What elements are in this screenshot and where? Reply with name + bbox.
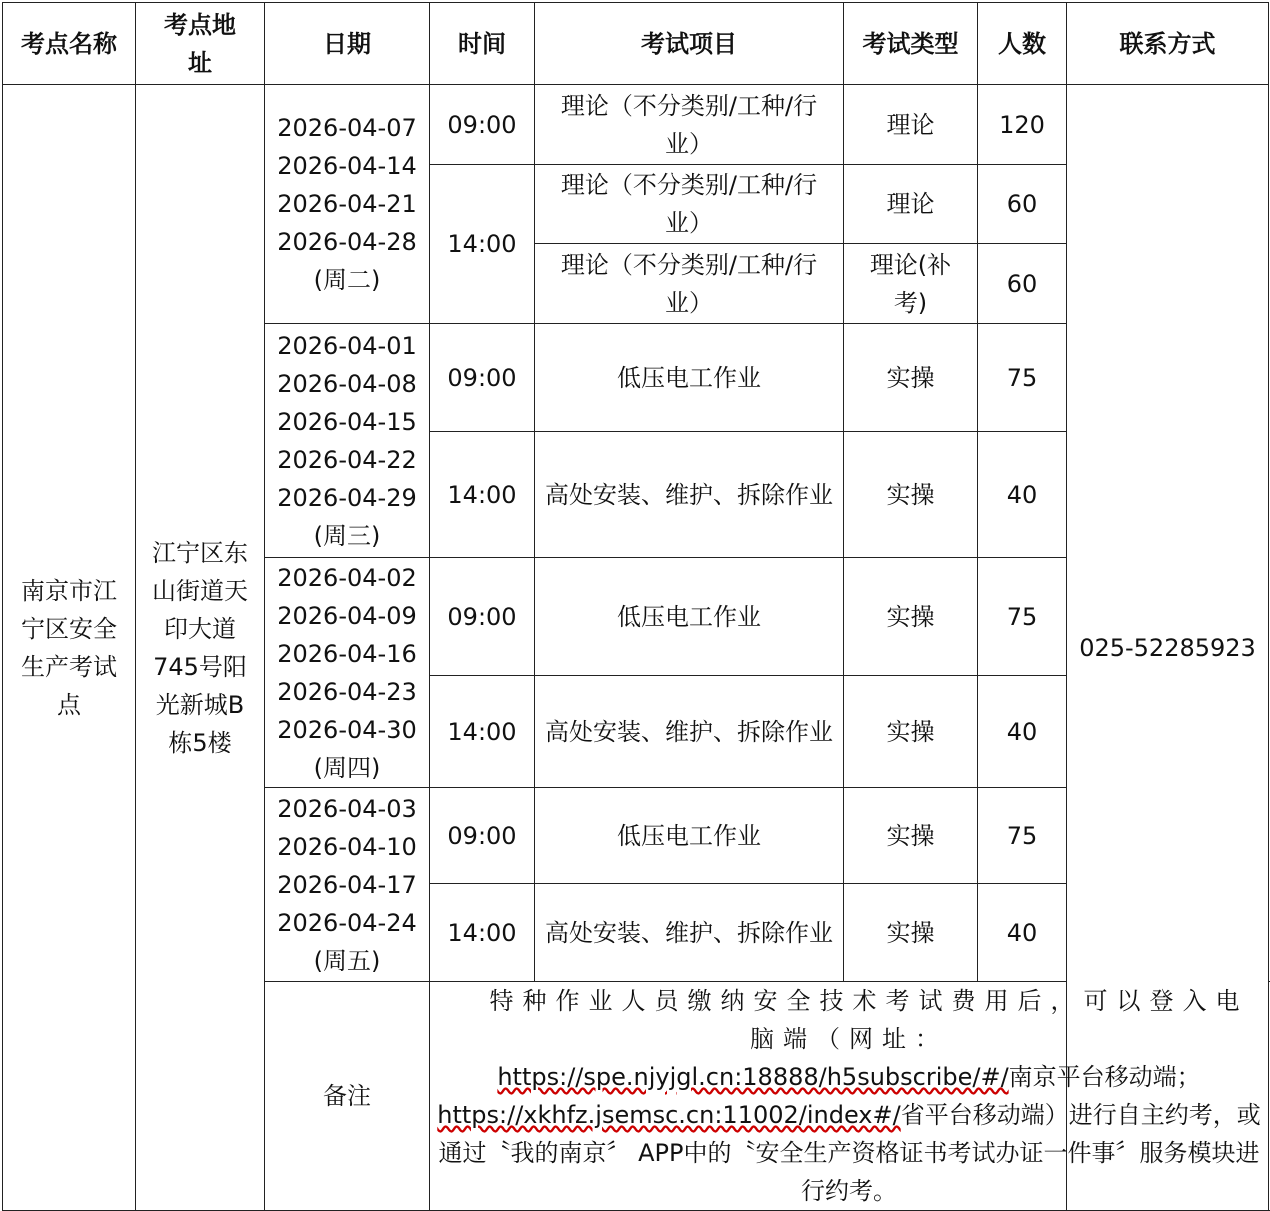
note-label: 备注 xyxy=(265,982,430,1211)
note-after-url2: 省平台移动端）进行自主约考，或通过〝我的南京〞 APP中的〝安全生产资格证书考试办证一件事〞服务模块进行约考。 xyxy=(438,1101,1261,1205)
table-row xyxy=(3,85,1269,165)
exam-type-cell: 理论(补考) xyxy=(844,244,978,324)
date-line: 2026-04-28 xyxy=(277,228,417,256)
header-exam-item: 考试项目 xyxy=(535,3,844,85)
date-cell xyxy=(265,788,430,982)
time-cell: 09:00 xyxy=(430,85,535,165)
date-cell xyxy=(265,558,430,788)
date-line: 2026-04-10 xyxy=(277,832,417,861)
time-cell: 09:00 xyxy=(430,788,535,884)
date-line: 2026-04-21 xyxy=(277,190,417,218)
count-cell: 75 xyxy=(978,558,1067,676)
contact-phone: 025-52285923 xyxy=(1079,633,1256,662)
date-line: 2026-04-30 xyxy=(277,715,417,744)
time-cell: 14:00 xyxy=(430,676,535,788)
exam-item-cell: 高处安装、维护、拆除作业 xyxy=(535,676,844,788)
exam-type-cell: 实操 xyxy=(844,788,978,884)
exam-type-cell: 理论 xyxy=(844,85,978,165)
time-cell: 09:00 xyxy=(430,558,535,676)
site-name: 南京市江宁区安全生产考试点 xyxy=(21,576,117,719)
date-line: 2026-04-14 xyxy=(277,152,417,180)
exam-type-cell: 实操 xyxy=(844,432,978,558)
date-cell xyxy=(265,85,430,324)
date-line: 2026-04-03 xyxy=(277,794,417,823)
count-cell: 75 xyxy=(978,324,1067,432)
link-spe[interactable]: https://spe.njyjgl.cn:18888/h5subscribe/#/ xyxy=(497,1063,1009,1091)
weekday-label: (周四) xyxy=(313,753,381,782)
header-count: 人数 xyxy=(978,3,1067,85)
date-cell xyxy=(265,324,430,558)
header-contact: 联系方式 xyxy=(1067,3,1269,85)
date-line: 2026-04-01 xyxy=(277,331,417,360)
exam-item-cell: 理论（不分类别/工种/行业） xyxy=(535,85,844,165)
exam-type-cell: 理论 xyxy=(844,165,978,244)
exam-type-cell: 实操 xyxy=(844,676,978,788)
exam-item-cell: 高处安装、维护、拆除作业 xyxy=(535,432,844,558)
weekday-label: (周三) xyxy=(313,521,381,550)
count-cell: 40 xyxy=(978,432,1067,558)
exam-item-cell: 理论（不分类别/工种/行业） xyxy=(535,165,844,244)
count-cell: 75 xyxy=(978,788,1067,884)
date-line: 2026-04-09 xyxy=(277,601,417,630)
date-line: 2026-04-23 xyxy=(277,677,417,706)
date-line: 2026-04-15 xyxy=(277,407,417,436)
site-name-cell xyxy=(3,85,136,1211)
date-line: 2026-04-16 xyxy=(277,639,417,668)
time-cell: 14:00 xyxy=(430,884,535,982)
exam-item-cell: 理论（不分类别/工种/行业） xyxy=(535,244,844,324)
date-line: 2026-04-17 xyxy=(277,870,417,899)
header-time: 时间 xyxy=(430,3,535,85)
time-cell: 14:00 xyxy=(430,165,535,324)
header-date: 日期 xyxy=(265,3,430,85)
count-cell: 40 xyxy=(978,676,1067,788)
weekday-label: (周二) xyxy=(313,266,381,294)
site-address: 江宁区东山街道天印大道745号阳光新城B栋5楼 xyxy=(152,538,248,757)
exam-schedule-table xyxy=(2,2,1269,1211)
count-cell: 40 xyxy=(978,884,1067,982)
exam-type-cell: 实操 xyxy=(844,884,978,982)
exam-item-cell: 低压电工作业 xyxy=(535,788,844,884)
exam-item-cell: 高处安装、维护、拆除作业 xyxy=(535,884,844,982)
site-address-cell xyxy=(136,85,265,1211)
header-site-address: 考点地址 xyxy=(136,3,265,85)
exam-item-cell: 低压电工作业 xyxy=(535,558,844,676)
exam-item-cell: 低压电工作业 xyxy=(535,324,844,432)
count-cell: 60 xyxy=(978,244,1067,324)
date-line: 2026-04-07 xyxy=(277,114,417,142)
date-line: 2026-04-02 xyxy=(277,563,417,592)
header-site-name: 考点名称 xyxy=(3,3,136,85)
header-row xyxy=(3,3,1269,85)
date-line: 2026-04-22 xyxy=(277,445,417,474)
time-cell: 09:00 xyxy=(430,324,535,432)
exam-type-cell: 实操 xyxy=(844,558,978,676)
time-cell: 14:00 xyxy=(430,432,535,558)
note-after-url1: 南京平台移动端； xyxy=(1008,1063,1201,1091)
note-text xyxy=(430,982,1269,1211)
exam-type-cell: 实操 xyxy=(844,324,978,432)
note-line-1: 特种作业人员缴纳安全技术考试费用后，可以登入电脑端（网址： xyxy=(489,987,1249,1053)
count-cell: 120 xyxy=(978,85,1067,165)
weekday-label: (周五) xyxy=(313,946,381,975)
count-cell: 60 xyxy=(978,165,1067,244)
header-exam-type: 考试类型 xyxy=(844,3,978,85)
link-xkhfz[interactable]: https://xkhfz.jsemsc.cn:11002/index#/ xyxy=(437,1101,901,1129)
date-line: 2026-04-24 xyxy=(277,908,417,937)
date-line: 2026-04-29 xyxy=(277,483,417,512)
date-line: 2026-04-08 xyxy=(277,369,417,398)
